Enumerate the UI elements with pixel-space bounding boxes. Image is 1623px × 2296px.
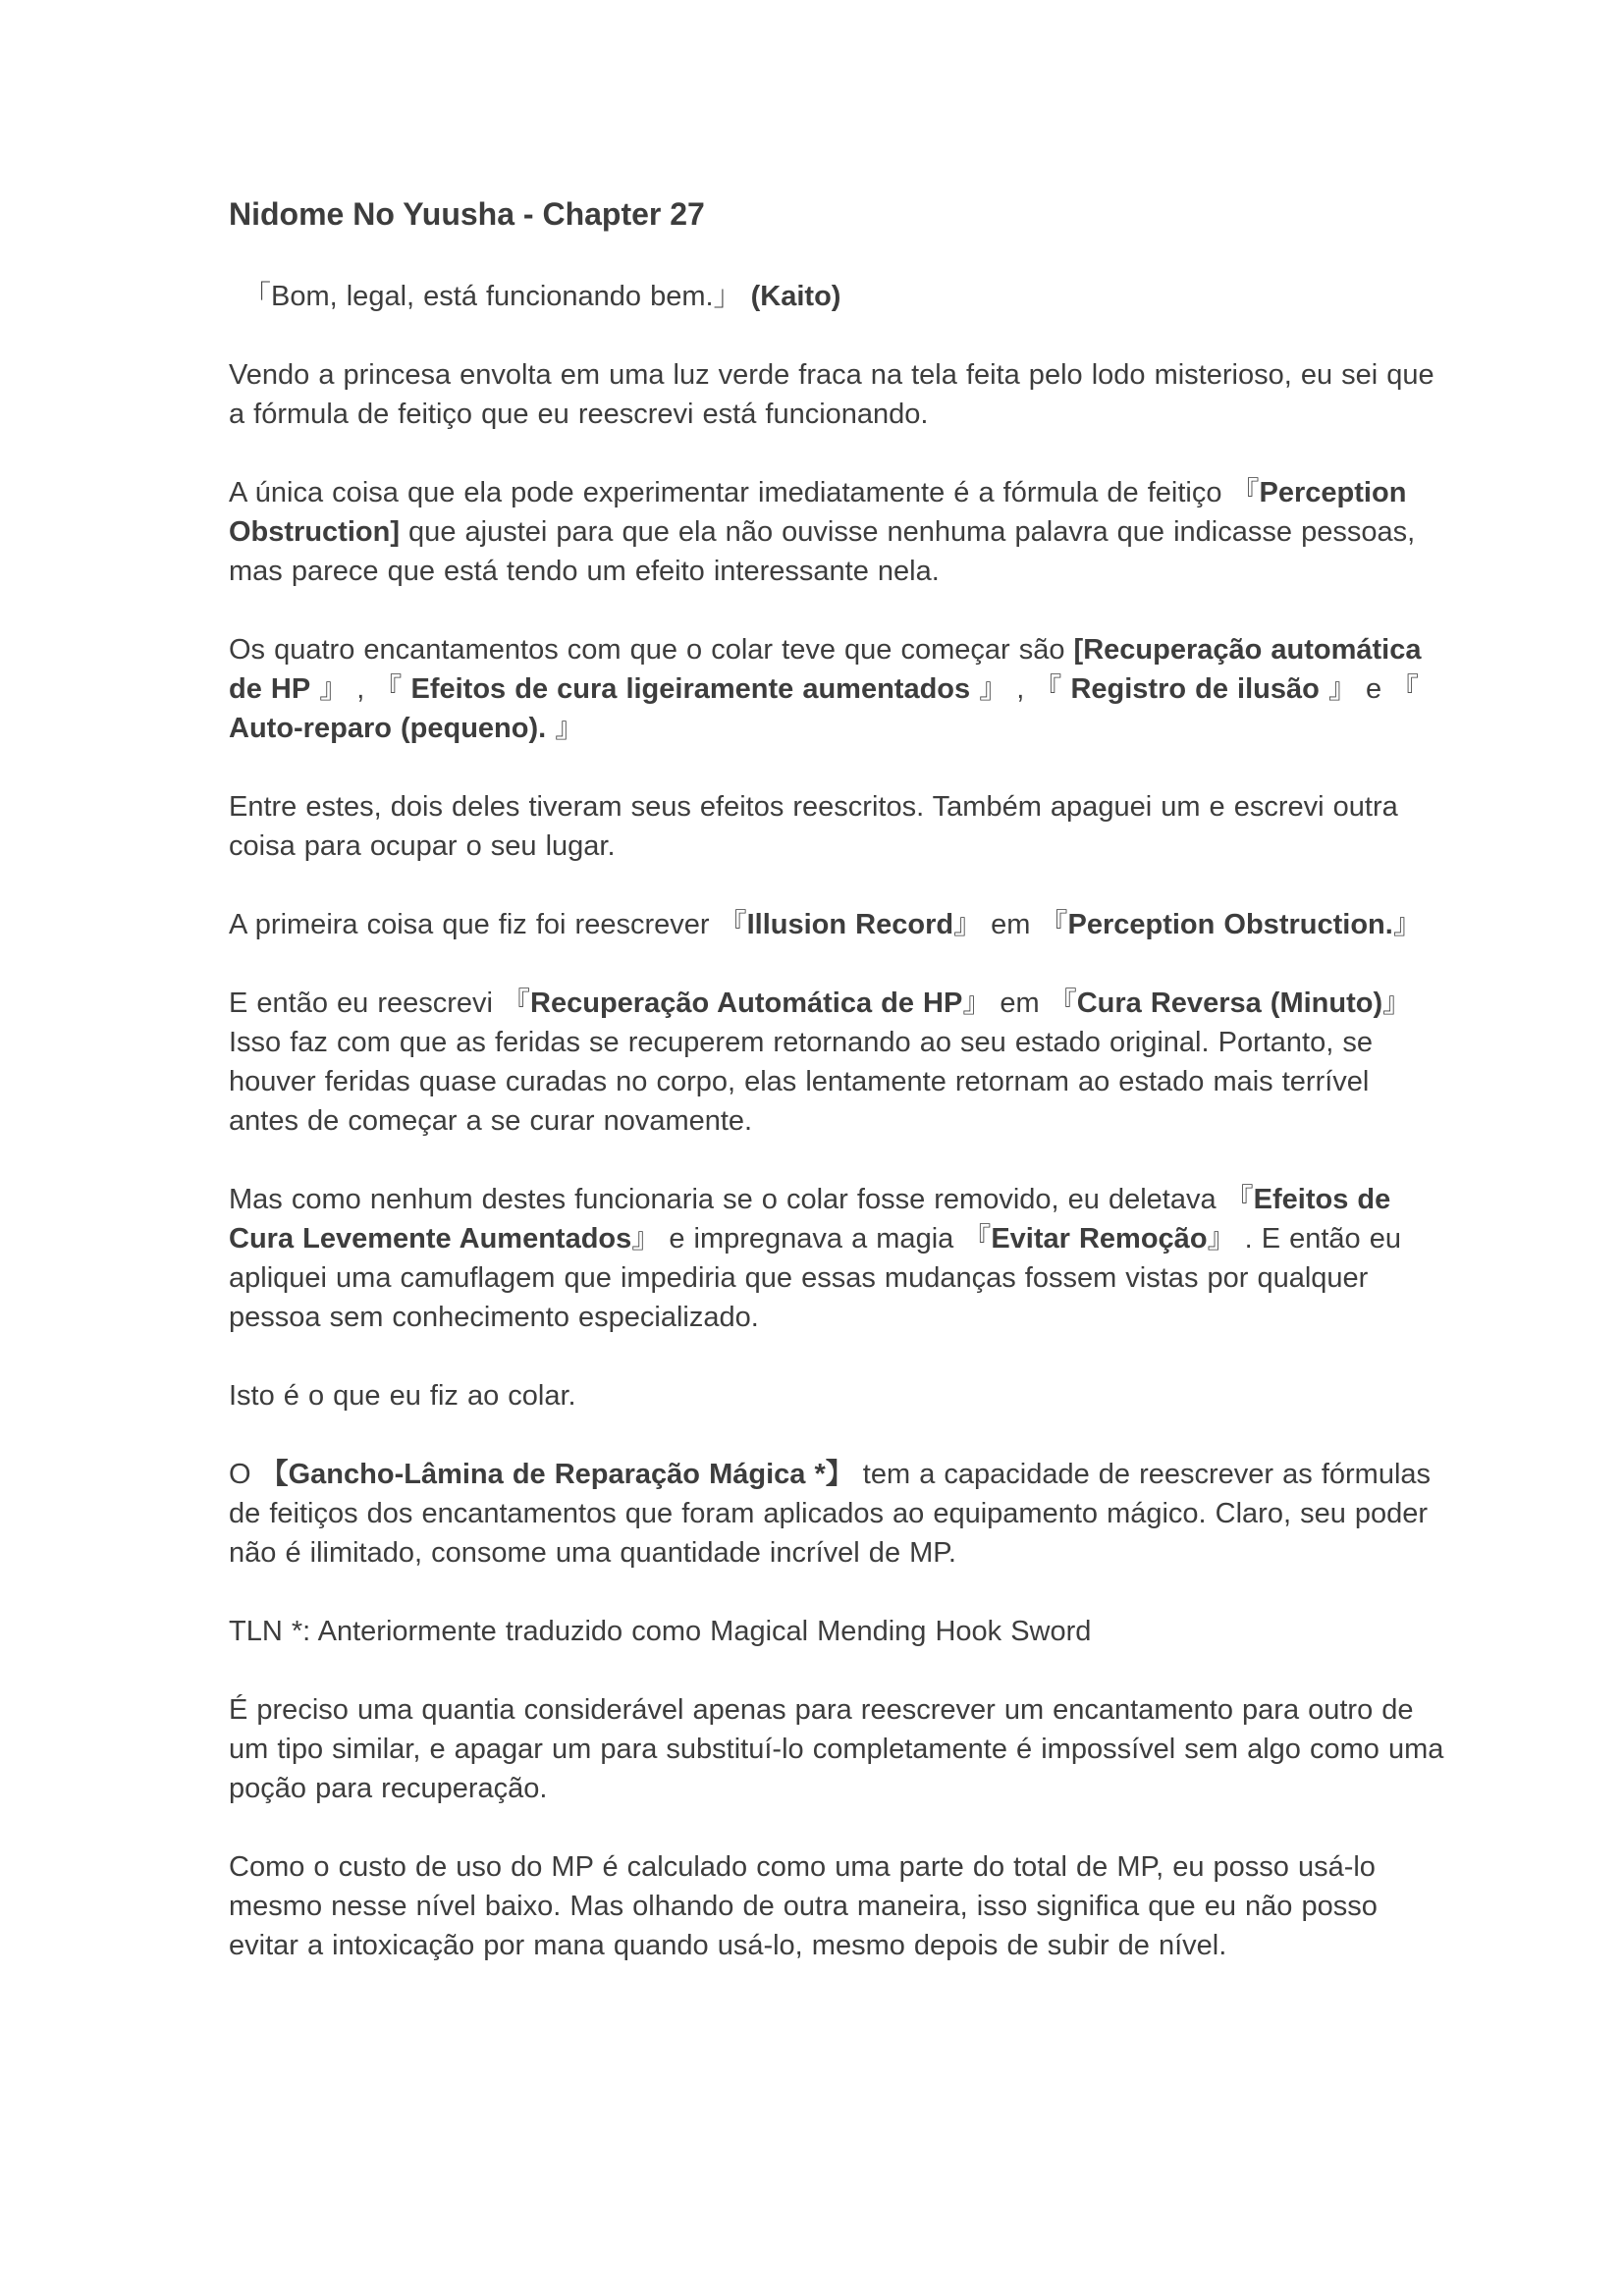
bold-text-run: Perception Obstruction] (229, 477, 1407, 548)
text-run: TLN *: Anteriormente traduzido como Magical Mending Hook Sword (229, 1616, 1092, 1647)
text-run: 』 , 『 (970, 673, 1071, 705)
text-run: 』 . E então eu apliquei uma camuflagem que impediria que essas mudanças fossem vistas por qualquer pessoa sem conhecimento especializado. (229, 1223, 1401, 1333)
bold-text-run: Recuperação Automática de HP (530, 988, 963, 1019)
paragraph (229, 1455, 1446, 1573)
text-run: Os quatro encantamentos com que o colar teve que começar são (229, 634, 1074, 666)
text-run: tem a capacidade de reescrever as fórmulas de feitiços dos encantamentos que foram aplicados ao equipamento mágico. Claro, seu poder não é ilimitado, consome uma quantidade incrível de MP. (229, 1459, 1432, 1569)
text-run: 』 (1392, 909, 1422, 940)
bold-text-run: (Kaito) (750, 281, 841, 312)
paragraph (229, 473, 1446, 591)
text-run: 』 em 『 (962, 988, 1077, 1019)
paragraph (229, 905, 1446, 944)
page-title: Nidome No Yuusha - Chapter 27 (229, 196, 705, 232)
text-run: 』 , 『 (310, 673, 411, 705)
text-run: O (229, 1459, 260, 1490)
text-run: A única coisa que ela pode experimentar imediatamente é a fórmula de feitiço 『 (229, 477, 1260, 508)
bold-text-run: Auto-reparo (pequeno). (229, 713, 547, 744)
text-run: Como o custo de uso do MP é calculado como uma parte do total de MP, eu posso usá-lo mesmo nesse nível baixo. Mas olhando de outra maneira, isso significa que eu não posso evitar a intoxicação por mana quando usá-lo, mesmo depois de subir de nível. (229, 1851, 1378, 1961)
text-run: 』 Isso faz com que as feridas se recuperem retornando ao seu estado original. Portanto, se houver feridas quase curadas no corpo, elas lentamente retornam ao estado mais terrível antes de começar a se curar novamente. (229, 988, 1412, 1137)
paragraph (229, 630, 1446, 748)
paragraph (229, 1376, 1446, 1415)
text-run: Isto é o que eu fiz ao colar. (229, 1380, 576, 1412)
bold-text-run: Illusion Record (746, 909, 954, 940)
paragraph (229, 1690, 1446, 1808)
paragraph (229, 1847, 1446, 1965)
paragraph (229, 1180, 1446, 1337)
text-run: É preciso uma quantia considerável apenas para reescrever um encantamento para outro de um tipo similar, e apagar um para substituí-lo completamente é impossível sem algo como uma poção para recuperação. (229, 1694, 1444, 1804)
text-run: 』 e impregnava a magia 『 (631, 1223, 992, 1255)
bold-text-run: Efeitos de cura ligeiramente aumentados (410, 673, 971, 705)
bold-text-run: Efeitos de Cura Levemente Aumentados (229, 1184, 1391, 1255)
text-run: Mas como nenhum destes funcionaria se o colar fosse removido, eu deletava 『 (229, 1184, 1254, 1215)
text-run: Entre estes, dois deles tiveram seus efeitos reescritos. Também apaguei um e escrevi outra coisa para ocupar o seu lugar. (229, 791, 1398, 862)
text-run: que ajustei para que ela não ouvisse nenhuma palavra que indicasse pessoas, mas parece que está tendo um efeito interessante nela. (229, 516, 1416, 587)
text-run: 』 em 『 (953, 909, 1068, 940)
text-run: Vendo a princesa envolta em uma luz verde fraca na tela feita pelo lodo misterioso, eu sei que a fórmula de feitiço que eu reescrevi está funcionando. (229, 359, 1434, 430)
bold-text-run: Cura Reversa (Minuto) (1076, 988, 1383, 1019)
text-run: 』 (546, 713, 584, 744)
text-run: 「Bom, legal, está funcionando bem.」 (243, 281, 751, 312)
bold-text-run: [Recuperação automática de HP (229, 634, 1422, 705)
bold-text-run: Evitar Remoção (991, 1223, 1208, 1255)
text-run: A primeira coisa que fiz foi reescrever 『 (229, 909, 747, 940)
paragraph (229, 787, 1446, 866)
paragraph (229, 355, 1446, 434)
bold-text-run: 【Gancho-Lâmina de Reparação Mágica *】 (259, 1459, 854, 1490)
paragraph (229, 1612, 1446, 1651)
paragraphs (229, 277, 1446, 1965)
text-run: E então eu reescrevi 『 (229, 988, 531, 1019)
bold-text-run: Perception Obstruction. (1067, 909, 1393, 940)
paragraph (229, 984, 1446, 1141)
text-run: 』 e 『 (1319, 673, 1420, 705)
bold-text-run: Registro de ilusão (1070, 673, 1320, 705)
paragraph (229, 277, 1446, 316)
